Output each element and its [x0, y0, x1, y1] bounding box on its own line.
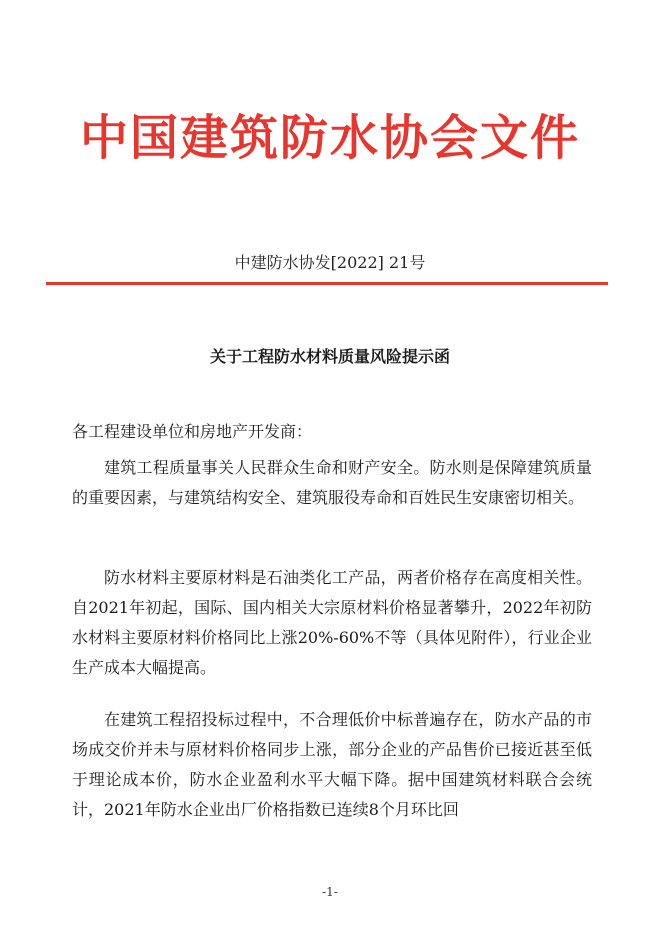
body-paragraph-2: 防水材料主要原材料是石油类化工产品，两者价格存在高度相关性。自2021年初起，国际、国内相关大宗原材料价格显著攀升，2022年初防水材料主要原材料价格同比上涨20%-60%不等（具体见附件），行业企业生产成本大幅提高。	[72, 568, 592, 677]
letter-salutation: 各工程建设单位和房地产开发商：	[72, 422, 313, 441]
page-number: -1-	[322, 885, 338, 899]
header-red-rule	[46, 282, 608, 285]
letter-subject: 关于工程防水材料质量风险提示函	[209, 347, 450, 366]
body-paragraph-3: 在建筑工程招投标过程中，不合理低价中标普遍存在，防水产品的市场成交价并未与原材料价格同步上涨，部分企业的产品售价已接近甚至低于理论成本价，防水企业盈利水平大幅下降。据中国建筑材料联合会统计，2021年防水企业出厂价格指数已连续8个月环比回	[72, 710, 592, 819]
document-number: 中建防水协发[2022] 21号	[234, 253, 426, 272]
document-header-title: 中国建筑防水协会文件	[79, 110, 580, 166]
body-paragraph-1: 建筑工程质量事关人民群众生命和财产安全。防水则是保障建筑质量的重要因素，与建筑结构安全、建筑服役寿命和百姓民生安康密切相关。	[72, 458, 592, 507]
